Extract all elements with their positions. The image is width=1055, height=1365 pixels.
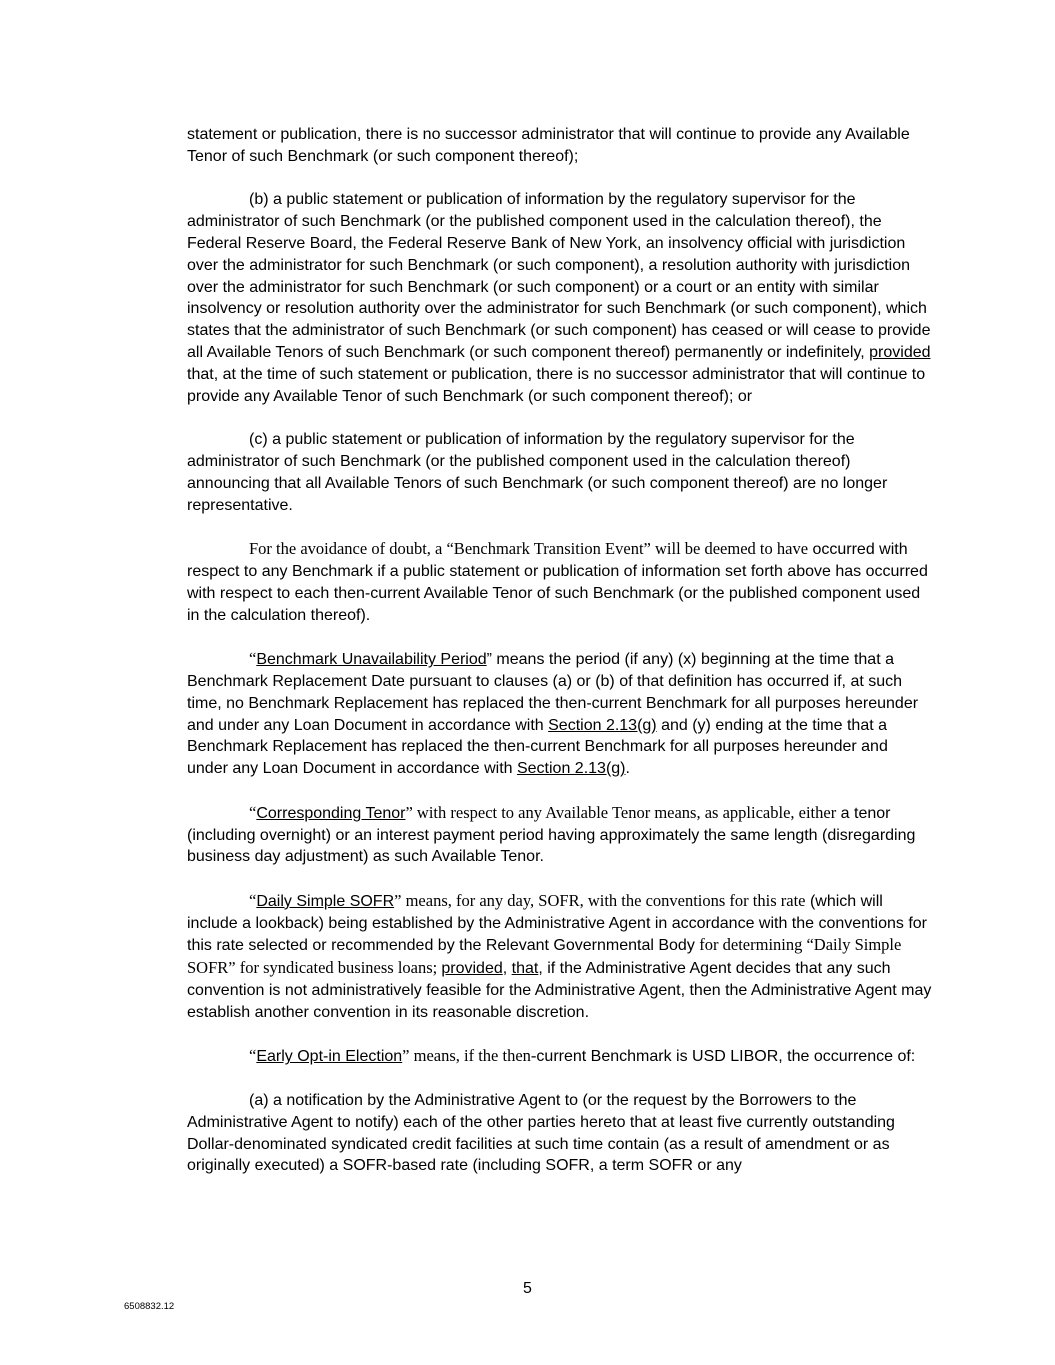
paragraph-text: current Benchmark is USD LIBOR, the occurrence of: — [536, 1048, 916, 1066]
document-body — [187, 124, 932, 1199]
paragraph-text: occurred with respect to any Benchmark if a public statement or publication of information set forth above has occurred with respect to each then-current Available Tenor of such Benchmark (or the published component used in the calculation thereof). — [187, 541, 928, 624]
defined-term: Early Opt-in Election — [256, 1048, 403, 1066]
paragraph-text: , — [502, 960, 512, 978]
paragraph-text: (b) a public statement or publication of information by the regulatory supervisor for the administrator of such Benchmark (or the published component used in the calculation thereof), the Federal Reserve Board, the Federal Reserve Bank of New York, an insolvency official with jurisdiction over the administrator for such Benchmark (or such component), a resolution authority with jurisdiction over the administrator for such Benchmark (or such component) or a court or an entity with similar insolvency or resolution authority over the administrator for such Benchmark (or such component), which states that the administrator of such Benchmark (or such component) has ceased or will cease to provide all Available Tenors of such Benchmark (or such component thereof) permanently or indefinitely, — [187, 191, 931, 361]
defined-term: Corresponding Tenor — [256, 804, 406, 822]
definition-corresponding-tenor — [187, 802, 932, 868]
paragraph-text: and (y) ending at the time that a Benchmark Replacement has replaced the then-current Benchmark for all purposes hereunder and under any Loan Document in accordance with — [187, 716, 888, 778]
paragraph-clause-a — [187, 1090, 932, 1177]
paragraph-text: (a) a notification by the Administrative Agent to (or the request by the Borrowers to the Administrative Agent to notify) each of the other parties hereto that at least five currently outstanding Dollar-denominated syndicated credit facilities at such time contain (as a result of amendment or as originally executed) a SOFR-based rate (including SOFR, a term SOFR or any — [187, 1092, 895, 1175]
paragraph-text: ” means the period (if any) (x) beginning at the time that a Benchmark Replacement Date pursuant to clauses (a) or (b) of that definition has occurred if, at such time, no Benchmark Replacement has replaced the then-current Benchmark for all purposes hereunder and under any Loan Document in accordance with — [187, 651, 919, 734]
paragraph-text: ” means, if the then- — [402, 1046, 537, 1066]
paragraph-avoidance-of-doubt — [187, 538, 932, 626]
provided-term: provided — [869, 343, 931, 361]
document-id: 6508832.12 — [124, 1301, 175, 1312]
paragraph-text: (which will include a lookback) being established by the Administrative Agent in accordance with the conventions for this rate selected or recommended by the Relevant Governmental Body — [187, 892, 927, 955]
section-reference: Section 2.13(g) — [548, 716, 657, 734]
paragraph-continuation — [187, 124, 932, 168]
paragraph-clause-b — [187, 189, 932, 407]
paragraph-text: that, at the time of such statement or publication, there is no successor administrator that will continue to provide any Available Tenor of such Benchmark (or such component thereof); or — [187, 365, 926, 405]
paragraph-text: , if the Administrative Agent decides that any such convention is not administratively feasible for the Administrative Agent, then the Administrative Agent may establish another convention in its reasonable discretion. — [187, 960, 932, 1021]
paragraph-text: for determining “Daily Simple SOFR” for syndicated business loans; — [187, 935, 902, 978]
definition-benchmark-unavailability-period — [187, 648, 932, 780]
paragraph-text: statement or publication, there is no successor administrator that will continue to provide any Available Tenor of such Benchmark (or such component thereof); — [187, 126, 910, 165]
open-quote: “ — [249, 802, 257, 822]
defined-term: Daily Simple SOFR — [256, 892, 395, 910]
open-quote: “ — [249, 1046, 257, 1066]
paragraph-text: . — [625, 760, 630, 778]
paragraph-text: (c) a public statement or publication of information by the regulatory supervisor for the administrator of such Benchmark (or the published component used in the calculation thereof) announcing that all Available Tenors of such Benchmark (or such component thereof) are no longer representative. — [187, 431, 888, 514]
definition-daily-simple-sofr — [187, 890, 932, 1024]
paragraph-clause-c — [187, 429, 932, 516]
paragraph-text: For the avoidance of doubt, a “Benchmark Transition Event” will be deemed to have — [249, 539, 809, 559]
provided-term: provided — [441, 960, 503, 978]
paragraph-text: ” means, for any day, SOFR, with the conventions for this rate — [394, 890, 806, 910]
section-reference: Section 2.13(g) — [516, 760, 626, 778]
definition-early-opt-in-election — [187, 1045, 932, 1068]
open-quote: “ — [249, 649, 257, 669]
open-quote: “ — [249, 890, 257, 910]
defined-term: Benchmark Unavailability Period — [256, 651, 487, 669]
paragraph-text: ” with respect to any Available Tenor means, as applicable, either — [405, 802, 837, 822]
page-number: 5 — [523, 1280, 532, 1297]
paragraph-text: a tenor (including overnight) or an interest payment period having approximately the same length (disregarding business day adjustment) as such Available Tenor. — [187, 804, 916, 866]
that-term: that — [511, 960, 539, 978]
